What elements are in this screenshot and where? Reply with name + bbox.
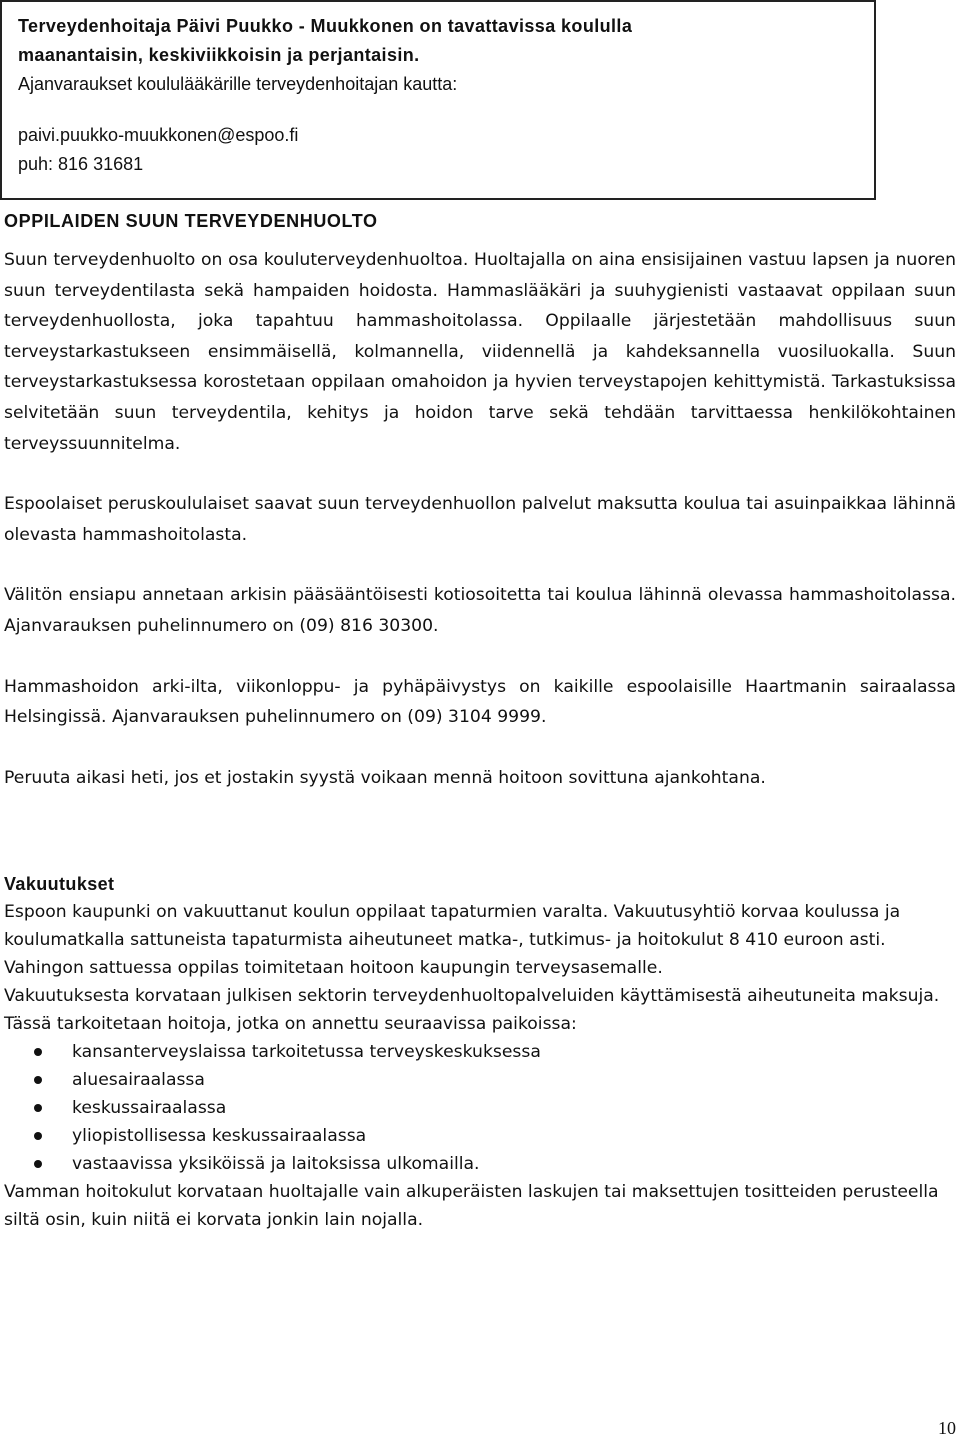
bullet-icon [34,1132,42,1140]
insurance-bullet-list [4,1038,956,1178]
contact-line-2: maanantaisin, keskiviikkoisin ja perjantaisin. [18,45,420,65]
paragraph-cancel: Peruuta aikasi heti, jos et jostakin syystä voikaan mennä hoitoon sovittuna ajankohtana. [4,767,766,788]
contact-email: paivi.puukko-muukkonen@espoo.fi [18,125,299,145]
insurance-title: Vakuutukset [4,874,115,894]
list-item: aluesairaalassa [4,1066,956,1094]
contact-line-3: Ajanvaraukset koululääkärille terveydenhoitajan kautta: [18,74,458,94]
paragraph-dental-care: Suun terveydenhuolto on osa kouluterveydenhuoltoa. Huoltajalla on aina ensisijainen vastuu lapsen ja nuoren suun terveydentilasta sekä hampaiden hoidosta. Hammaslääkäri ja suuhygienisti vastaavat oppilaan suun terveydenhuollosta, joka tapahtuu hammashoitolassa. Oppilaalle järjestetään mahdollisuus suun terveystarkastukseen ensimmäisellä, kolmannella, viidennellä ja kahdeksannella vuosiluokalla. Suun terveystarkastuksessa korostetaan oppilaan omahoidon ja hyvien terveystapojen kehittymistä. Tarkastuksissa selvitetään suun terveydentila, kehitys ja hoidon tarve sekä tehdään tarvittaessa henkilökohtainen terveyssuunnitelma. [4,250,956,454]
paragraph-emergency: Hammashoidon arki-ilta, viikonloppu- ja pyhäpäivystys on kaikille espoolaisille Haartmanin sairaalassa Helsingissä. Ajanvarauksen puhelinnumero on (09) 3104 9999. [4,676,956,728]
list-item: kansanterveyslaissa tarkoitetussa terveyskeskuksessa [4,1038,956,1066]
contact-phone: puh: 816 31681 [18,154,144,174]
page-number: 10 [938,1418,956,1438]
paragraph-first-aid: Välitön ensiapu annetaan arkisin pääsääntöisesti kotiosoitetta tai koulua lähinnä olevassa hammashoitolassa. Ajanvarauksen puhelinnumero on (09) 816 30300. [4,585,956,636]
insurance-section [4,870,956,1234]
list-item: yliopistollisessa keskussairaalassa [4,1122,956,1150]
bullet-icon [34,1076,42,1084]
list-item: keskussairaalassa [4,1094,956,1122]
section-heading: OPPILAIDEN SUUN TERVEYDENHUOLTO [4,211,378,231]
paragraph-free-services: Espoolaiset peruskoululaiset saavat suun terveydenhuollon palvelut maksutta koulua tai asuinpaikkaa lähinnä olevasta hammashoitolasta. [4,494,956,545]
insurance-paragraph-3: Vakuutuksesta korvataan julkisen sektorin terveydenhuoltopalveluiden käyttämisestä aiheutuneita maksuja. Tässä tarkoitetaan hoitoja, jotka on annettu seuraavissa paikoissa: [4,986,940,1034]
spacer [18,99,868,121]
body-text [4,245,956,823]
bullet-icon [34,1048,42,1056]
contact-line-1: Terveydenhoitaja Päivi Puukko - Muukkonen on tavattavissa koululla [18,16,633,36]
list-item: vastaavissa yksiköissä ja laitoksissa ulkomailla. [4,1150,956,1178]
insurance-paragraph-2: Vahingon sattuessa oppilas toimitetaan hoitoon kaupungin terveysasemalle. [4,958,663,978]
contact-box [0,0,876,200]
insurance-paragraph-1: Espoon kaupunki on vakuuttanut koulun oppilaat tapaturmien varalta. Vakuutusyhtiö korvaa koulussa ja koulumatkalla sattuneista tapaturmista aiheutuneet matka-, tutkimus- ja hoitokulut 8 410 euroon asti. [4,902,901,950]
bullet-icon [34,1160,42,1168]
insurance-paragraph-4: Vamman hoitokulut korvataan huoltajalle vain alkuperäisten laskujen tai maksettujen tositteiden perusteella siltä osin, kuin niitä ei korvata jonkin lain nojalla. [4,1182,939,1230]
bullet-icon [34,1104,42,1112]
